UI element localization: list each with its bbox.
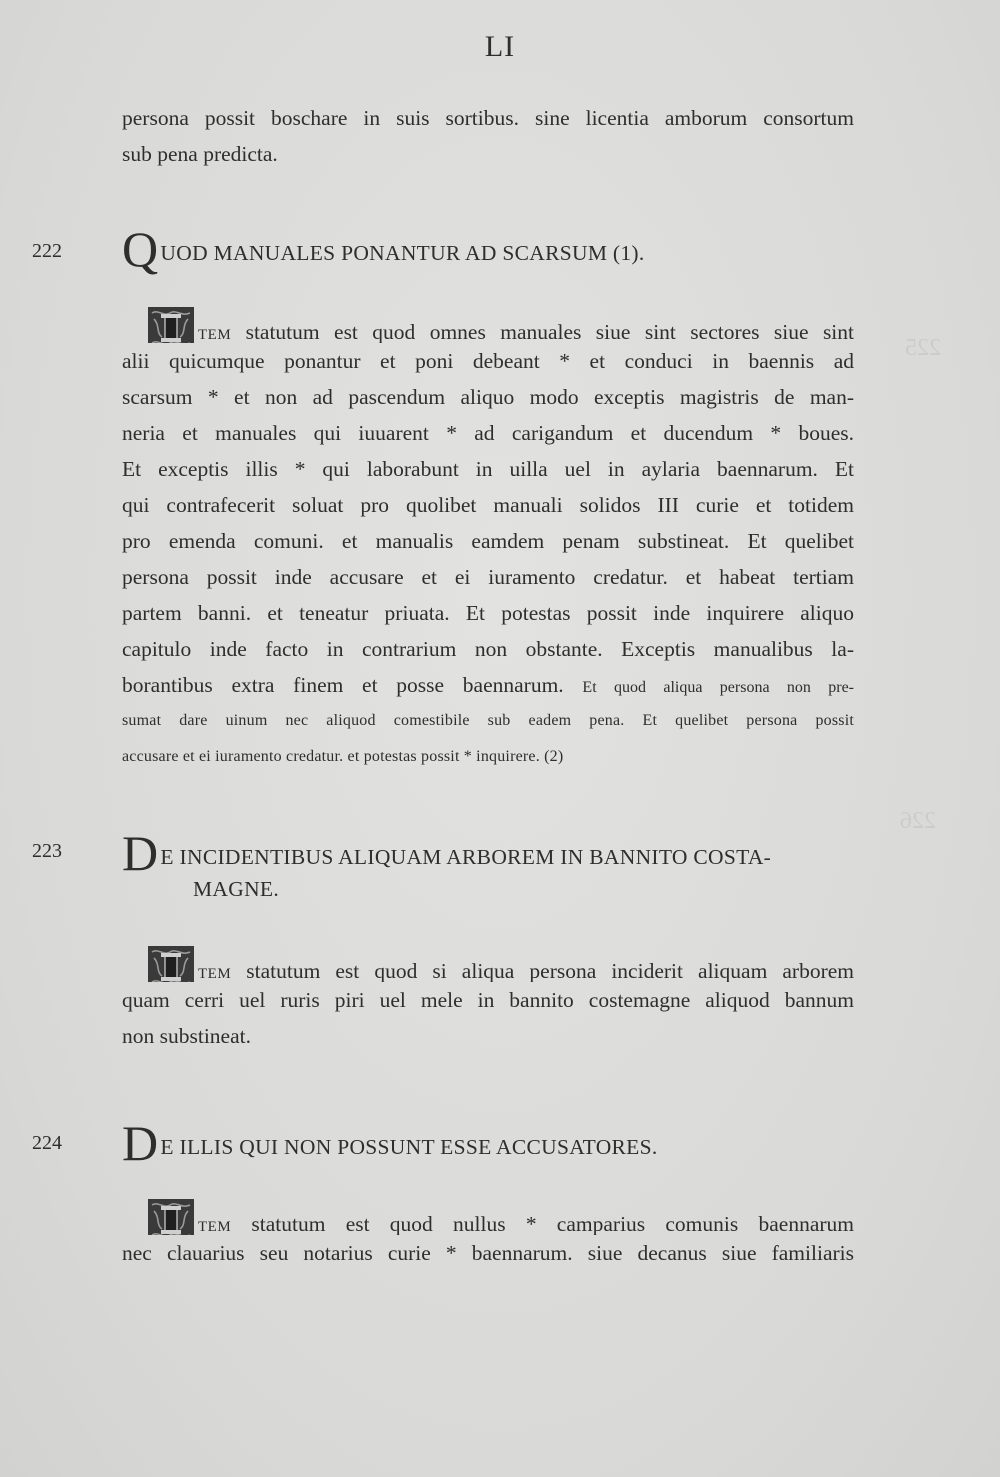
section-heading xyxy=(122,221,645,277)
text-line: Et exceptis illis * qui laborabunt in uilla uel in aylaria baennarum. Et xyxy=(122,457,854,481)
text-line: capitulo inde facto in contrarium non obstante. Exceptis manualibus la- xyxy=(122,637,854,661)
text-line xyxy=(122,667,854,703)
text-line: qui contrafecerit soluat pro quolibet manuali solidos III curie et totidem xyxy=(122,493,854,517)
section-body xyxy=(122,307,854,775)
heading-text: UOD MANUALES PONANTUR AD SCARSUM (1). xyxy=(160,241,645,265)
bleed-through-number: 225 xyxy=(905,335,941,361)
heading-capital: Q xyxy=(122,221,159,277)
first-line-text: statutum est quod nullus * camparius comunis baennarum xyxy=(251,1212,854,1235)
text-line: quam cerri uel ruris piri uel mele in bannito costemagne aliquod bannum xyxy=(122,988,854,1012)
bleed-through-number: 226 xyxy=(900,808,936,834)
text-line: scarsum * et non ad pascendum aliquo modo exceptis magistris de man- xyxy=(122,385,854,409)
section-number: 224 xyxy=(32,1132,62,1154)
text-line: neria et manuales qui iuuarent * ad carigandum et ducendum * boues. xyxy=(122,421,854,445)
text-line xyxy=(122,946,854,982)
heading-text: E ILLIS QUI NON POSSUNT ESSE ACCUSATORES. xyxy=(160,1135,658,1159)
section-number: 222 xyxy=(32,240,62,262)
text-line: alii quicumque ponantur et poni debeant * et conduci in baennis ad xyxy=(122,349,854,373)
text-line: partem banni. et teneatur priuata. Et potestas possit inde inquirere aliquo xyxy=(122,601,854,625)
text-segment: borantibus extra finem et posse baennarum. xyxy=(122,673,564,697)
text-line: sub pena predicta. xyxy=(122,142,278,166)
section-heading xyxy=(122,1115,658,1171)
heading-text: E INCIDENTIBUS ALIQUAM ARBOREM IN BANNITO COSTA- xyxy=(160,845,772,869)
section-number: 223 xyxy=(32,840,62,862)
first-line-text: statutum est quod si aliqua persona inciderit aliquam arborem xyxy=(246,959,854,982)
initial-smallcaps: TEM xyxy=(198,1219,232,1235)
section-body xyxy=(122,1199,854,1271)
addition-line: accusare et ei iuramento credatur. et potestas possit * inquirere. (2) xyxy=(122,748,564,765)
text-line: nec clauarius seu notarius curie * baennarum. siue decanus siue familiaris xyxy=(122,1241,854,1265)
continuation-paragraph xyxy=(122,100,854,172)
text-line: persona possit boschare in suis sortibus. sine licentia amborum consortum xyxy=(122,106,854,130)
addition-line: sumat dare uinum nec aliquod comestibile sub eadem pena. Et quelibet persona possit xyxy=(122,712,854,729)
section-heading xyxy=(122,825,772,881)
addition-text-segment: Et quod aliqua persona non pre- xyxy=(582,679,854,696)
initial-smallcaps: TEM xyxy=(198,966,232,982)
text-line: non substineat. xyxy=(122,1024,251,1048)
ornamental-initial-i-icon xyxy=(148,307,194,343)
folio-number: LI xyxy=(484,30,516,63)
section-heading-continuation: MAGNE. xyxy=(193,877,280,901)
ornamental-initial-i-icon xyxy=(148,946,194,982)
first-line-text: statutum est quod omnes manuales siue sint sectores siue sint xyxy=(245,320,854,343)
ornamental-initial-i-icon xyxy=(148,1199,194,1235)
text-line: persona possit inde accusare et ei iuramento credatur. et habeat tertiam xyxy=(122,565,854,589)
initial-smallcaps: TEM xyxy=(198,327,232,343)
text-line: pro emenda comuni. et manualis eamdem penam substineat. Et quelibet xyxy=(122,529,854,553)
text-line xyxy=(122,1199,854,1235)
text-line xyxy=(122,307,854,343)
heading-capital: D xyxy=(122,1115,159,1171)
section-body xyxy=(122,946,854,1054)
heading-capital: D xyxy=(122,825,159,881)
